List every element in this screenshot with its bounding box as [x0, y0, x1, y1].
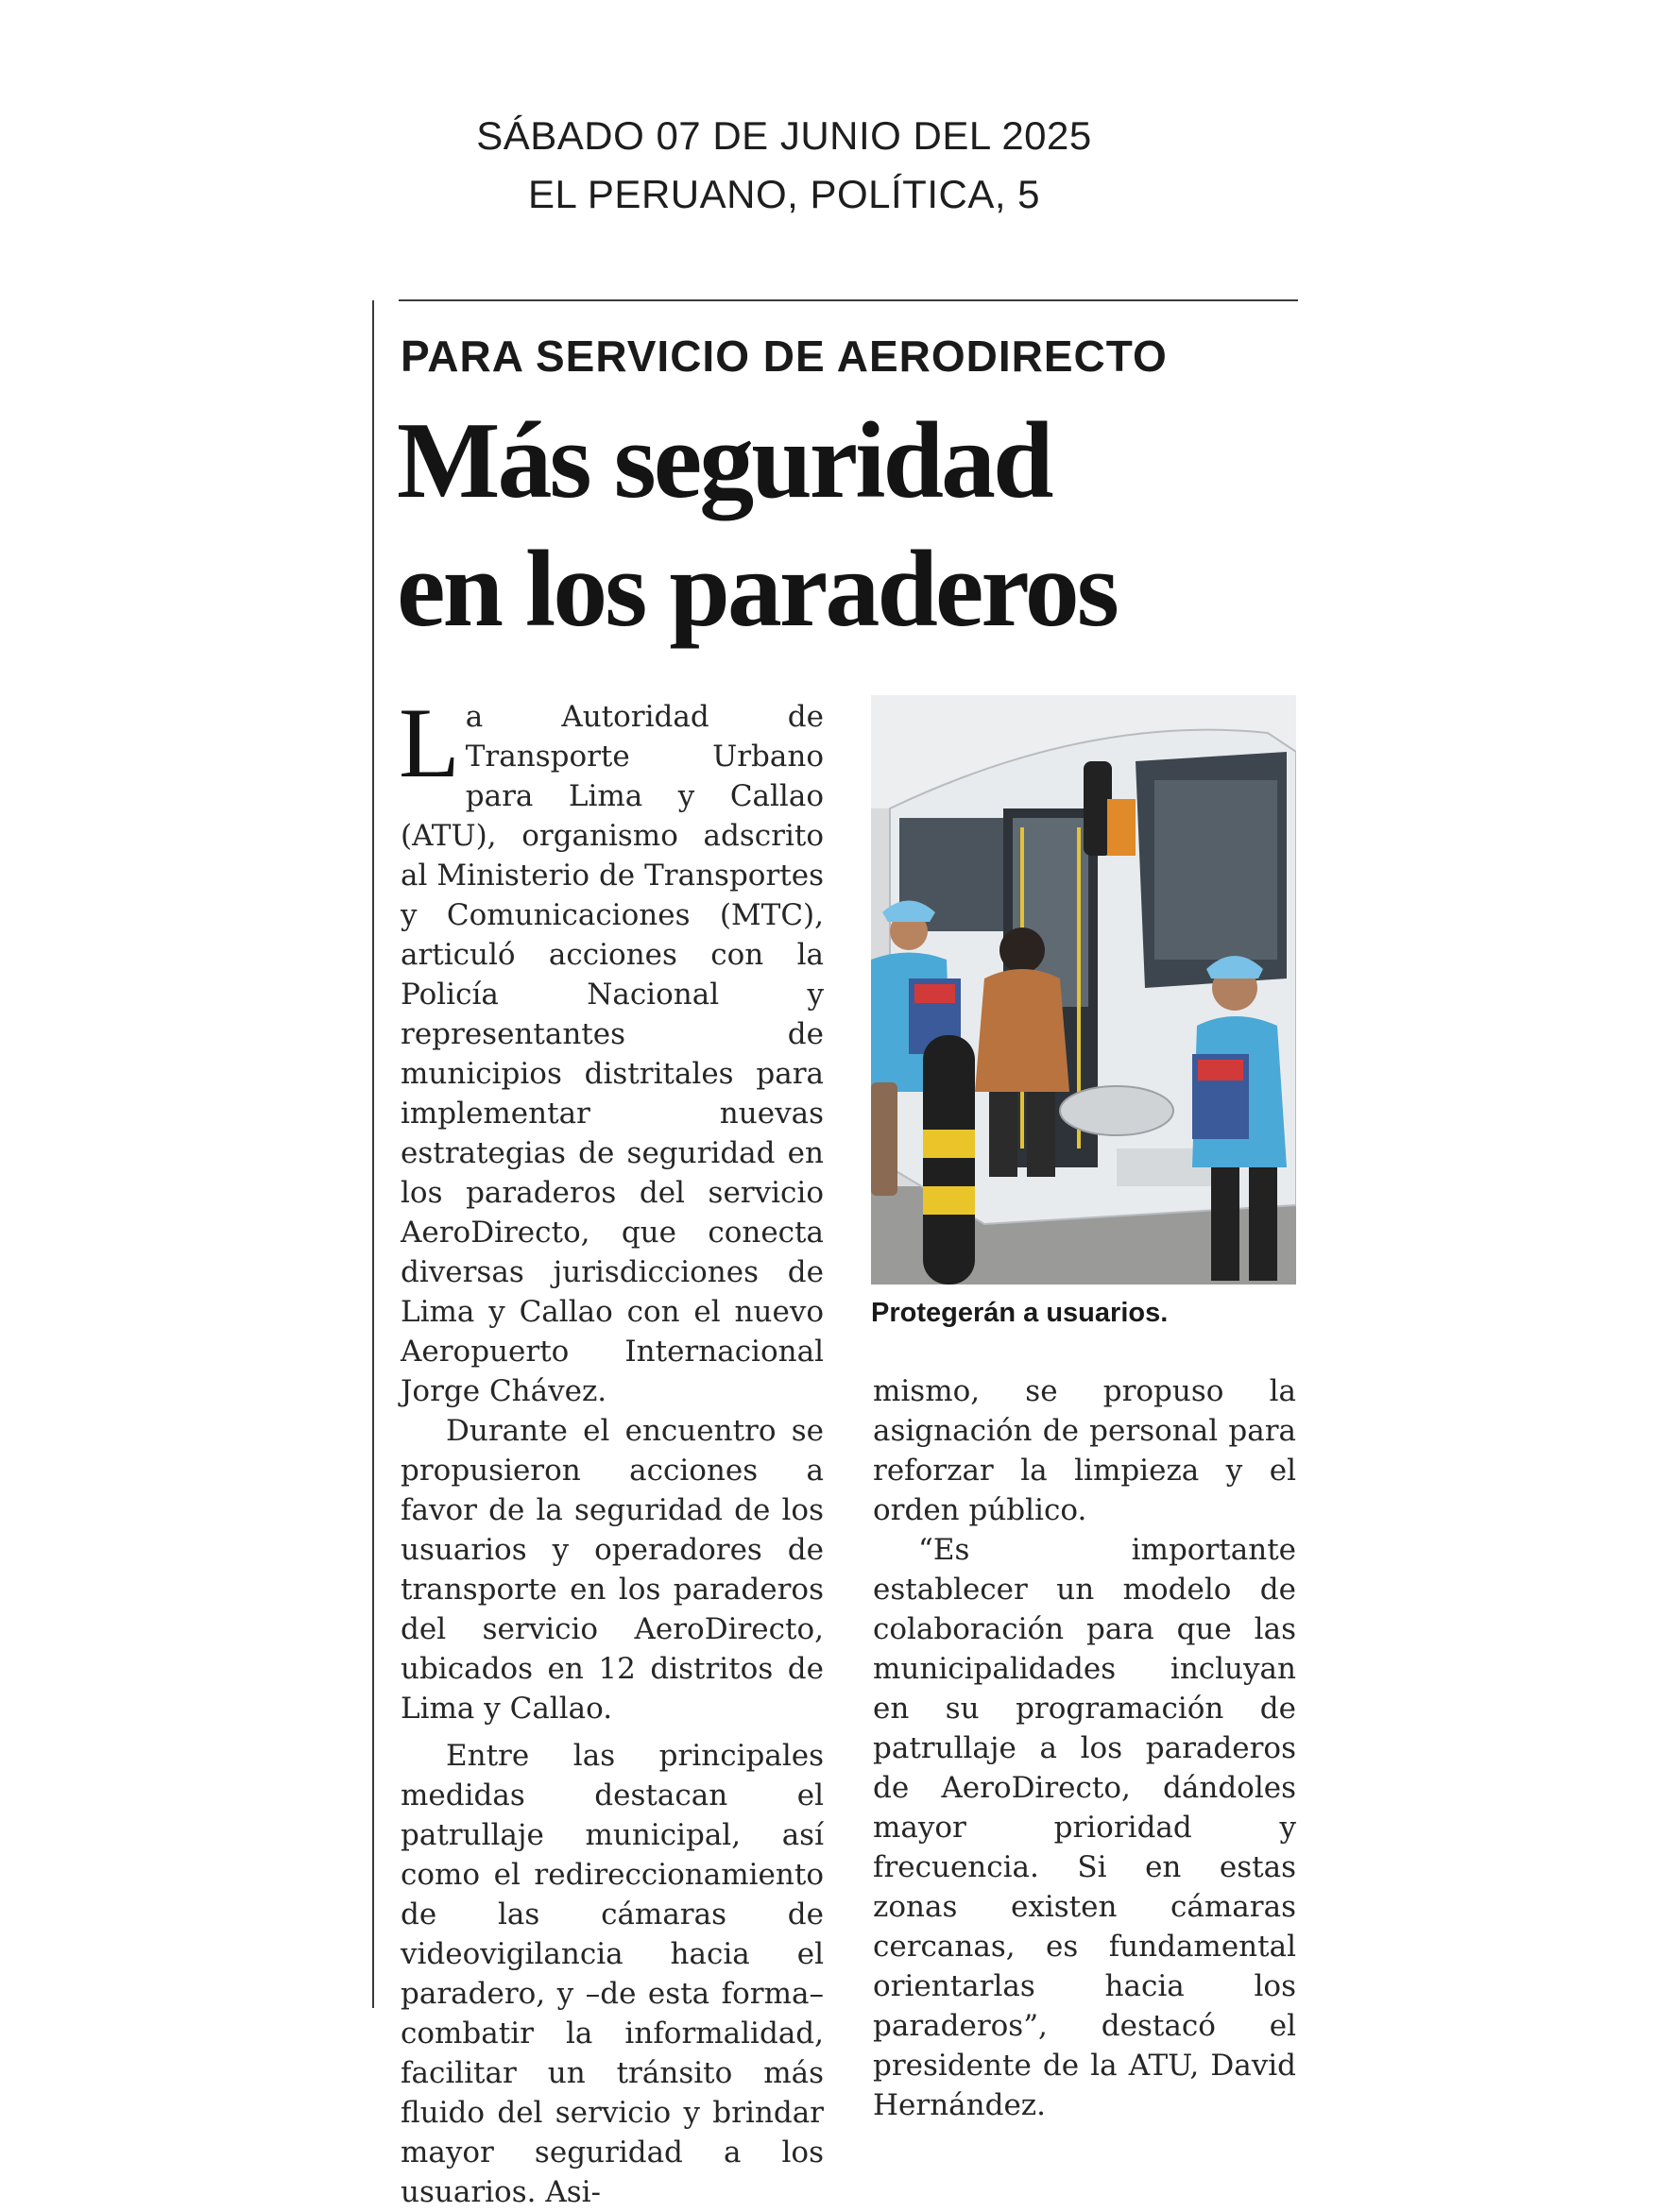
source-line: EL PERUANO, POLÍTICA, 5: [527, 172, 1041, 216]
paragraph-3: Entre las principales medidas destacan el patrullaje municipal, así como el redireccionamiento de las cámaras de videovigilancia hacia el paradero, y –de esta forma– combatir la informalidad, facilitar un tránsito más fluido del servicio y brindar mayor seguridad a los usuarios. Asi-: [401, 1739, 824, 2209]
body-column-2: [873, 1371, 1296, 2125]
paragraph-1-text: a Autoridad de Transporte Urbano para Lima y Callao (ATU), organismo adscrito al Ministerio de Transportes y Comunicaciones (MTC), articuló acciones con la Policía Nacional y representantes de municipios distritales para implementar nuevas estrategias de seguridad en los paraderos del servicio AeroDirecto, que conecta diversas jurisdicciones de Lima y Callao con el nuevo Aeropuerto Internacional Jorge Chávez.: [401, 700, 824, 1408]
column-rule-vertical: [372, 300, 374, 2008]
paragraph-3-continued: mismo, se propuso la asignación de personal para reforzar la limpieza y el orden público.: [873, 1374, 1296, 1527]
top-rule: [399, 299, 1298, 301]
paragraph-2: Durante el encuentro se propusieron acciones a favor de la seguridad de los usuarios y operadores de transporte en los paraderos del servicio AeroDirecto, ubicados en 12 distritos de Lima y Callao.: [401, 1414, 824, 1726]
date-line: SÁBADO 07 DE JUNIO DEL 2025: [476, 113, 1092, 158]
article-photo: [871, 695, 1296, 1285]
body-column-1: [399, 688, 824, 2212]
headline-line-1: Más seguridad: [397, 400, 1051, 521]
paragraph-1: [399, 688, 824, 1411]
drop-cap: L: [399, 688, 460, 798]
article-headline: [397, 397, 1304, 654]
article-kicker: PARA SERVICIO DE AERODIRECTO: [401, 332, 1168, 381]
paragraph-4: “Es importante establecer un modelo de colaboración para que las municipalidades incluyan en su programación de patrullaje a los paraderos de AeroDirecto, dándoles mayor prioridad y frecuencia. Si en estas zonas existen cámaras cercanas, es fundamental orientarlas hacia los paraderos”, destacó el presidente de la ATU, David Hernández.: [873, 1533, 1296, 2122]
photo-caption: Protegerán a usuarios.: [871, 1298, 1169, 1328]
headline-line-2: en los paraderos: [397, 529, 1117, 650]
